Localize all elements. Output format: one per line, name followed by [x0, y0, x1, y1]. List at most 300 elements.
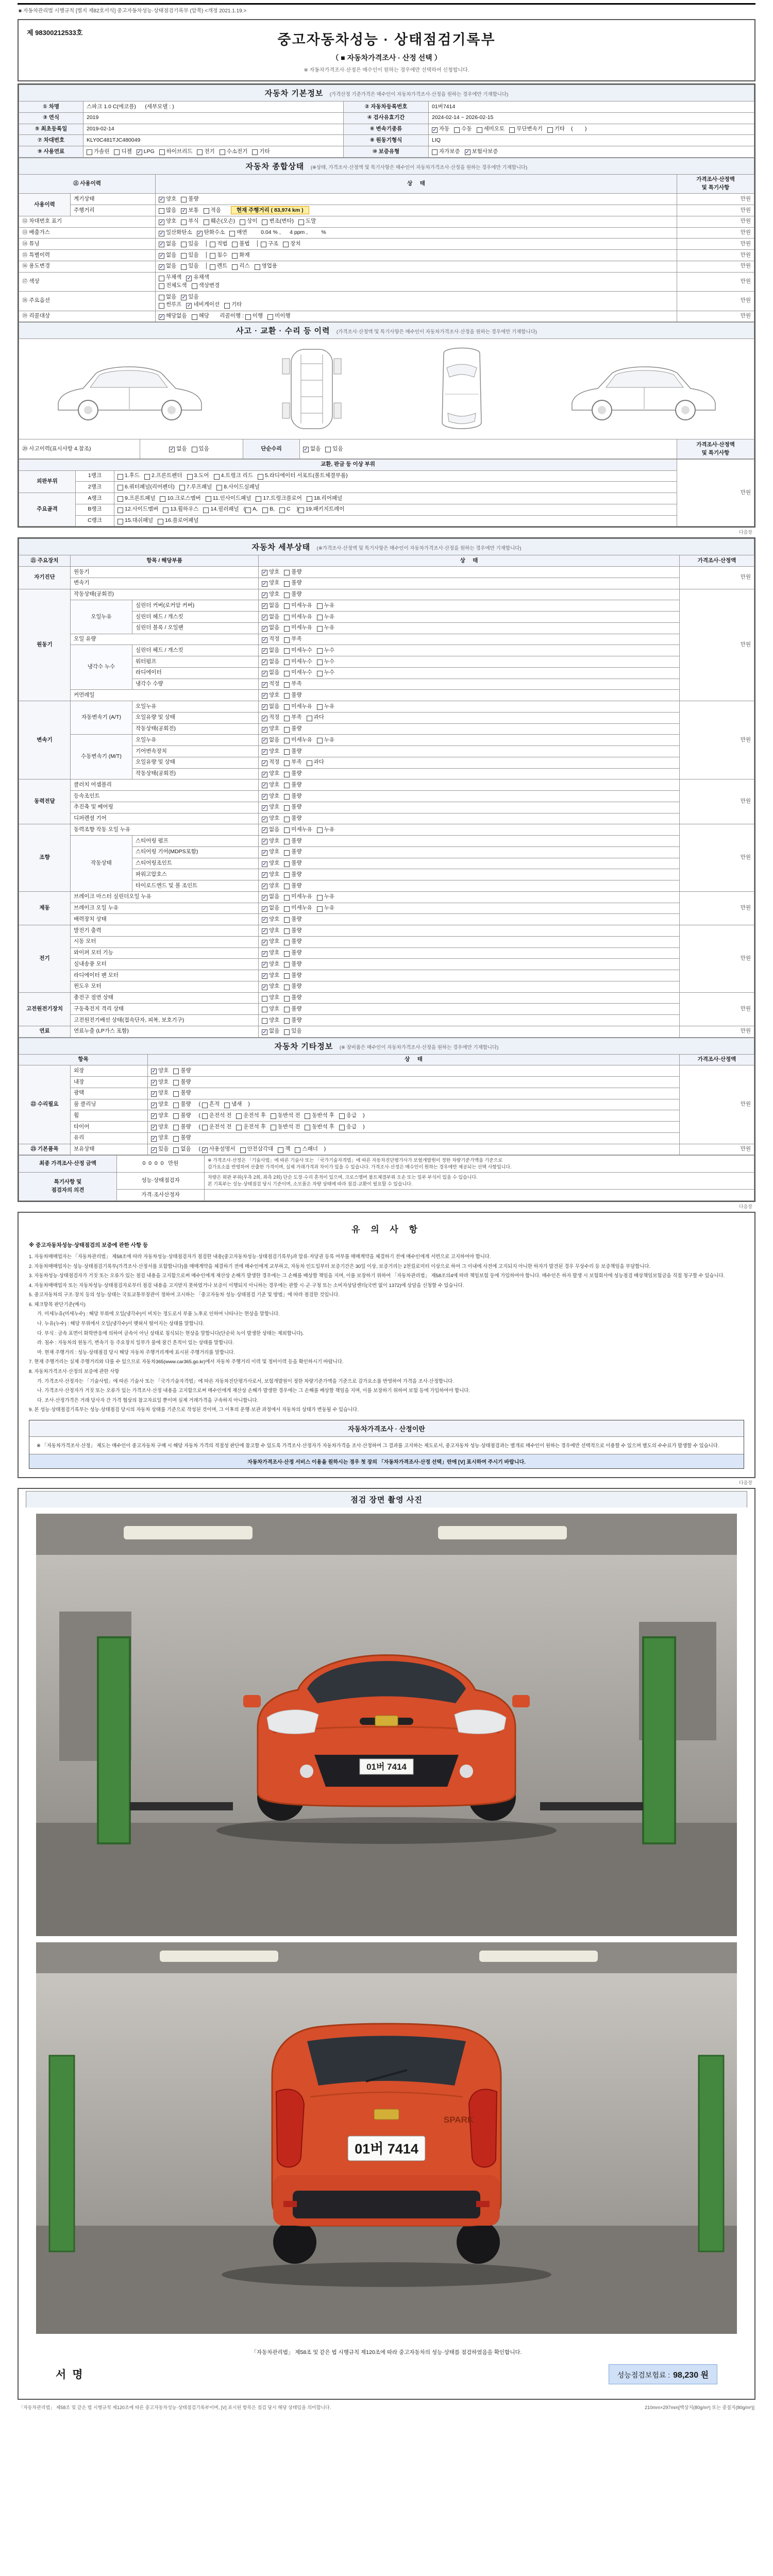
checkbox-unchecked[interactable]: [284, 748, 301, 754]
checkbox-unchecked[interactable]: [203, 506, 239, 512]
checkbox-unchecked[interactable]: [284, 815, 301, 821]
checkbox-unchecked[interactable]: [317, 624, 334, 631]
checkbox-unchecked[interactable]: [159, 148, 193, 155]
checkbox-unchecked[interactable]: [317, 602, 334, 608]
checkbox-label: 불량: [291, 1016, 302, 1023]
checkbox-box: [284, 895, 290, 901]
text: 라디에이터: [136, 669, 162, 676]
text: 본 기록부는 성능·상태점검 당시 기준이며, 소모품은 차량 상태에 따라 점검·교환이 필요할 수 있습니다.: [208, 1181, 413, 1187]
value-cell: [19, 250, 156, 261]
checkbox-unchecked[interactable]: [117, 506, 158, 512]
checkbox-box: [173, 1091, 179, 1097]
checkbox-unchecked[interactable]: [305, 1112, 334, 1118]
cell-line: [74, 613, 129, 621]
checkbox-unchecked[interactable]: [229, 229, 247, 235]
checkbox-unchecked[interactable]: [284, 793, 301, 799]
checkbox-unchecked[interactable]: [160, 495, 200, 501]
checkbox-unchecked[interactable]: [220, 148, 248, 155]
checkbox-unchecked[interactable]: [173, 1112, 191, 1118]
checkbox-checked[interactable]: [159, 241, 176, 247]
checkbox-checked[interactable]: [262, 826, 279, 833]
checkbox-checked[interactable]: [197, 229, 225, 235]
checkbox-checked[interactable]: [262, 950, 279, 956]
checkbox-unchecked[interactable]: [284, 614, 312, 620]
checkbox-unchecked[interactable]: [202, 1112, 232, 1118]
checkbox-checked[interactable]: [262, 815, 279, 821]
checkbox-unchecked[interactable]: [245, 506, 258, 512]
checkbox-unchecked[interactable]: [245, 313, 263, 319]
plate-number: 01버 7414: [355, 2141, 418, 2157]
checkbox-label: 기타: [554, 126, 565, 132]
checkbox-checked[interactable]: [181, 294, 198, 300]
table-row: [19, 292, 754, 311]
checkbox-checked[interactable]: [262, 703, 279, 709]
checkbox-label: 불량: [291, 882, 302, 889]
cell-line: [79, 505, 111, 514]
checkbox-unchecked[interactable]: [284, 826, 312, 833]
checkbox-unchecked[interactable]: [284, 893, 312, 900]
checkbox-unchecked[interactable]: [240, 1146, 274, 1152]
table-row: [19, 1088, 754, 1099]
checkbox-checked[interactable]: [262, 614, 279, 620]
checkbox-checked[interactable]: [262, 793, 279, 799]
checkbox-unchecked[interactable]: [317, 669, 334, 675]
checkbox-checked[interactable]: [151, 1146, 169, 1152]
checkbox-checked[interactable]: [262, 849, 279, 855]
text: 가격·조사산정자: [141, 1191, 180, 1198]
checkbox-unchecked[interactable]: [278, 1146, 290, 1152]
checkbox-box: ✓: [170, 447, 174, 453]
value-cell: [19, 227, 156, 239]
checkbox-unchecked[interactable]: [255, 263, 277, 269]
section-page-2: [18, 537, 755, 1202]
checkbox-unchecked[interactable]: [181, 252, 198, 258]
text: 01버7414: [432, 103, 456, 110]
checkbox-checked[interactable]: [262, 647, 279, 653]
checkbox-unchecked[interactable]: [117, 472, 140, 479]
checkbox-unchecked[interactable]: [283, 241, 300, 247]
checkbox-checked[interactable]: [262, 938, 279, 944]
table-row: [19, 1015, 754, 1026]
checkbox-checked[interactable]: [262, 860, 279, 866]
checkbox-unchecked[interactable]: [284, 1017, 301, 1023]
ceiling-light: [479, 1951, 598, 1962]
checkbox-unchecked[interactable]: [317, 893, 334, 900]
text: 변속기: [74, 580, 90, 586]
checkbox-label: 누수: [324, 669, 335, 676]
checkbox-checked[interactable]: [159, 196, 176, 202]
checkbox-checked[interactable]: [151, 1112, 169, 1118]
checkbox-unchecked[interactable]: [295, 1146, 317, 1152]
checkbox-unchecked[interactable]: [284, 916, 301, 922]
checkbox-box: [159, 149, 165, 155]
checkbox-unchecked[interactable]: [262, 1006, 279, 1012]
checkbox-unchecked[interactable]: [454, 126, 472, 132]
checkbox-unchecked[interactable]: [232, 241, 249, 247]
checkbox-checked[interactable]: [169, 446, 187, 452]
text: 실린더 블록 / 오일팬: [136, 624, 183, 631]
checkbox-box: ✓: [262, 648, 267, 654]
checkbox-checked[interactable]: [151, 1134, 169, 1141]
checkbox-unchecked[interactable]: [325, 446, 343, 452]
checkbox-unchecked[interactable]: [279, 506, 291, 512]
checkbox-checked[interactable]: [262, 591, 279, 597]
checkbox-unchecked[interactable]: [87, 148, 109, 155]
checkbox-checked[interactable]: [262, 782, 279, 788]
checkbox-unchecked[interactable]: [159, 301, 181, 308]
cell-line: [74, 803, 255, 811]
checkbox-unchecked[interactable]: [117, 495, 155, 501]
checkbox-unchecked[interactable]: [317, 826, 334, 833]
cell-line: [262, 1016, 676, 1025]
checkbox-checked[interactable]: [262, 636, 279, 642]
checkbox-unchecked[interactable]: [202, 1124, 232, 1130]
checkbox-checked[interactable]: [262, 972, 279, 978]
text: 외판부위: [37, 478, 58, 484]
checkbox-unchecked[interactable]: [181, 196, 198, 202]
checkbox-unchecked[interactable]: [547, 126, 565, 132]
checkbox-checked[interactable]: [159, 252, 176, 258]
checkbox-unchecked[interactable]: [284, 972, 301, 978]
checkbox-unchecked[interactable]: [284, 636, 301, 642]
value-cell: [71, 1110, 148, 1122]
checkbox-unchecked[interactable]: [339, 1112, 357, 1118]
checkbox-unchecked[interactable]: [197, 148, 214, 155]
checkbox-checked[interactable]: [159, 218, 176, 224]
table-row: [19, 891, 754, 903]
checkbox-unchecked[interactable]: [173, 1146, 191, 1152]
checkbox-checked[interactable]: [151, 1079, 169, 1085]
checkbox-unchecked[interactable]: [262, 506, 275, 512]
checkbox-unchecked[interactable]: [284, 871, 301, 877]
checkbox-unchecked[interactable]: [271, 1112, 300, 1118]
checkbox-checked[interactable]: [262, 961, 279, 967]
checkbox-unchecked[interactable]: [509, 126, 543, 132]
notice-paragraph: 6. 체크항목 판단기준(예시): [29, 1301, 86, 1307]
checkbox-box: [236, 1125, 242, 1130]
checkbox-checked[interactable]: [181, 207, 198, 213]
checkbox-unchecked[interactable]: [298, 218, 316, 224]
checkbox-unchecked[interactable]: [192, 282, 220, 289]
cell-line: [159, 240, 674, 248]
checkbox-checked[interactable]: [159, 263, 176, 269]
checkbox-checked[interactable]: [262, 916, 279, 922]
checkbox-checked[interactable]: [151, 1124, 169, 1130]
checkbox-checked[interactable]: [262, 737, 279, 743]
checkbox-box: ✓: [465, 149, 470, 155]
checkbox-unchecked[interactable]: [256, 495, 301, 501]
checkbox-unchecked[interactable]: [284, 569, 301, 575]
checkbox-checked[interactable]: [262, 692, 279, 698]
value-cell: [429, 124, 754, 135]
cell-line: [159, 274, 674, 282]
wheel-hub: [84, 406, 92, 414]
checkbox-unchecked[interactable]: [284, 602, 312, 608]
checkbox-unchecked[interactable]: [181, 241, 198, 247]
checkbox-unchecked[interactable]: [284, 692, 301, 698]
checkbox-checked[interactable]: [159, 229, 192, 235]
checkbox-unchecked[interactable]: [284, 950, 301, 956]
checkbox-unchecked[interactable]: [202, 1101, 220, 1107]
checkbox-unchecked[interactable]: [305, 1124, 334, 1130]
checkbox-unchecked[interactable]: [262, 218, 294, 224]
checkbox-unchecked[interactable]: [307, 714, 324, 720]
checkbox-checked[interactable]: [262, 624, 279, 631]
checkbox-unchecked[interactable]: [117, 517, 153, 523]
checkbox-label: 양호: [158, 1090, 169, 1096]
group-cell: [19, 194, 71, 216]
checkbox-unchecked[interactable]: [261, 241, 278, 247]
checkbox-checked[interactable]: [465, 148, 498, 155]
checkbox-unchecked[interactable]: [179, 484, 212, 490]
checkbox-unchecked[interactable]: [144, 472, 182, 479]
checkbox-unchecked[interactable]: [267, 313, 290, 319]
checkbox-checked[interactable]: [151, 1090, 169, 1096]
checkbox-unchecked[interactable]: [477, 126, 505, 132]
checkbox-checked[interactable]: [262, 658, 279, 665]
cell-line: [683, 955, 751, 963]
checkbox-unchecked[interactable]: [232, 252, 249, 258]
checkbox-checked[interactable]: [432, 126, 449, 132]
checkbox-unchecked[interactable]: [284, 624, 312, 631]
checkbox-checked[interactable]: [137, 148, 155, 155]
checkbox-label: 양호: [158, 1112, 169, 1118]
checkbox-checked[interactable]: [262, 569, 279, 575]
cell-line: [117, 472, 674, 480]
text: 단순수리: [261, 445, 282, 452]
checkbox-checked[interactable]: [303, 446, 321, 452]
checkbox-unchecked[interactable]: [159, 274, 181, 280]
checkbox-unchecked[interactable]: [210, 241, 227, 247]
checkbox-unchecked[interactable]: [159, 207, 176, 213]
checkbox-checked[interactable]: [262, 838, 279, 844]
checkbox-checked[interactable]: [262, 602, 279, 608]
checkbox-unchecked[interactable]: [284, 759, 301, 765]
checkbox-label: 양호: [158, 1078, 169, 1085]
cell-line: [22, 312, 152, 320]
cell-line: [683, 736, 751, 744]
text: 고전원전기배선 상태(접속단자, 피복, 보호기구): [74, 1016, 184, 1023]
checkbox-unchecked[interactable]: [284, 983, 301, 989]
checkbox-checked[interactable]: [262, 669, 279, 675]
side-mirror: [243, 1695, 261, 1707]
checkbox-unchecked[interactable]: [163, 506, 198, 512]
checkbox-unchecked[interactable]: [284, 961, 301, 967]
checkbox-label: 불량: [291, 994, 302, 1001]
checkbox-unchecked[interactable]: [158, 517, 198, 523]
checkbox-unchecked[interactable]: [284, 681, 301, 687]
checkbox-unchecked[interactable]: [284, 703, 312, 709]
checkbox-box: [325, 447, 331, 452]
checkbox-unchecked[interactable]: [284, 1028, 301, 1034]
checkbox-unchecked[interactable]: [252, 148, 270, 155]
checkbox-checked[interactable]: [262, 725, 279, 732]
checkbox-unchecked[interactable]: [173, 1134, 191, 1141]
checkbox-unchecked[interactable]: [284, 669, 312, 675]
checkbox-unchecked[interactable]: [262, 994, 279, 1001]
checkbox-unchecked[interactable]: [232, 263, 249, 269]
checkbox-label: 운전석 전: [209, 1112, 232, 1118]
tail-lamp-right: [469, 2089, 497, 2167]
checkbox-checked[interactable]: [262, 983, 279, 989]
checkbox-unchecked[interactable]: [187, 472, 209, 479]
text: 오일 유량: [74, 636, 96, 642]
checkbox-unchecked[interactable]: [307, 495, 342, 501]
cell-line: [262, 904, 676, 912]
signature-label[interactable]: 서명: [56, 2369, 89, 2381]
checkbox-checked[interactable]: [262, 927, 279, 934]
cell-line: [136, 748, 255, 756]
checkbox-label: 누수: [324, 658, 335, 665]
checkbox-unchecked[interactable]: [159, 282, 187, 289]
checkbox-unchecked[interactable]: [192, 313, 209, 319]
text: 충전구 절연 상태: [74, 994, 113, 1001]
checkbox-box: [284, 716, 290, 721]
checkbox-label: 불량: [291, 983, 302, 990]
checkbox-unchecked[interactable]: [192, 446, 209, 452]
text: 가격조사·산정액: [697, 557, 736, 564]
header-cell: [344, 101, 429, 113]
checkbox-unchecked[interactable]: [317, 905, 334, 911]
checkbox-unchecked[interactable]: [284, 1006, 301, 1012]
lift-arm: [540, 1802, 643, 1810]
checkbox-unchecked[interactable]: [173, 1079, 191, 1085]
checkbox-unchecked[interactable]: [284, 647, 312, 653]
checkbox-unchecked[interactable]: [284, 714, 301, 720]
checkbox-unchecked[interactable]: [258, 472, 348, 479]
checkbox-checked[interactable]: [202, 1146, 236, 1152]
checkbox-checked[interactable]: [262, 770, 279, 776]
checkbox-label: 구조: [268, 240, 279, 247]
checkbox-unchecked[interactable]: [204, 207, 221, 213]
checkbox-unchecked[interactable]: [173, 1124, 191, 1130]
checkbox-checked[interactable]: [186, 301, 220, 308]
checkbox-label: 없음: [166, 293, 177, 300]
checkbox-unchecked[interactable]: [173, 1090, 191, 1096]
checkbox-unchecked[interactable]: [236, 1124, 266, 1130]
checkbox-unchecked[interactable]: [284, 770, 301, 776]
checkbox-unchecked[interactable]: [181, 218, 198, 224]
checkbox-checked[interactable]: [262, 580, 279, 586]
checkbox-checked[interactable]: [262, 759, 279, 765]
section-page-1: [18, 83, 755, 528]
checkbox-checked[interactable]: [159, 313, 187, 319]
checkbox-unchecked[interactable]: [224, 301, 242, 308]
checkbox-unchecked[interactable]: [284, 737, 312, 743]
checkbox-unchecked[interactable]: [271, 1124, 300, 1130]
notice-paragraph: 다. 부식 : 금속 표면이 화학반응에 의하여 금속이 아닌 상태로 침식되는 현상을 말합니다(단순히 녹이 발생한 상태는 제외합니다).: [37, 1330, 304, 1336]
checkbox-unchecked[interactable]: [210, 252, 227, 258]
value-cell: [156, 194, 677, 205]
checkbox-checked[interactable]: [262, 681, 279, 687]
checkbox-unchecked[interactable]: [284, 591, 301, 597]
checkbox-unchecked[interactable]: [181, 263, 198, 269]
model-badge: SPARK: [443, 2114, 474, 2125]
checkbox-checked[interactable]: [186, 274, 209, 280]
checkbox-checked[interactable]: [262, 714, 279, 720]
cell-line: [680, 312, 751, 320]
checkbox-unchecked[interactable]: [284, 782, 301, 788]
checkbox-unchecked[interactable]: [298, 506, 344, 512]
checkbox-box: [317, 659, 323, 665]
checkbox-unchecked[interactable]: [284, 860, 301, 866]
checkbox-unchecked[interactable]: [432, 148, 460, 155]
checkbox-unchecked[interactable]: [173, 1101, 191, 1107]
checkbox-label: 불량: [188, 195, 199, 202]
checkbox-unchecked[interactable]: [204, 218, 236, 224]
checkbox-unchecked[interactable]: [173, 1067, 191, 1074]
checkbox-unchecked[interactable]: [284, 725, 301, 732]
checkbox-unchecked[interactable]: [284, 804, 301, 810]
checkbox-unchecked[interactable]: [240, 218, 257, 224]
checkbox-unchecked[interactable]: [317, 737, 334, 743]
checkbox-unchecked[interactable]: [317, 658, 334, 665]
cell-line: [74, 1134, 144, 1142]
checkbox-unchecked[interactable]: [236, 1112, 266, 1118]
checkbox-unchecked[interactable]: [117, 484, 175, 490]
checkbox-checked[interactable]: [262, 893, 279, 900]
section-title-text: 사고 · 교환 · 수리 등 이력: [236, 327, 330, 336]
checkbox-unchecked[interactable]: [210, 263, 227, 269]
checkbox-unchecked[interactable]: [317, 703, 334, 709]
document-number: 제 98300212533호: [27, 29, 83, 37]
value-cell: [71, 1088, 148, 1099]
section-title-comprehensive: [19, 158, 754, 174]
checkbox-box: [117, 474, 123, 480]
checkbox-unchecked[interactable]: [284, 849, 301, 855]
cell-line: [151, 1112, 676, 1120]
table-row: [19, 903, 754, 914]
checkbox-unchecked[interactable]: [284, 838, 301, 844]
text: 0.04 % , 4 ppm , %: [251, 229, 326, 235]
checkbox-unchecked[interactable]: [159, 294, 176, 300]
checkbox-label: 적음: [210, 207, 221, 213]
checkbox-checked[interactable]: [262, 748, 279, 754]
checkbox-unchecked[interactable]: [206, 495, 251, 501]
checkbox-checked[interactable]: [262, 1028, 279, 1034]
table-row: [19, 311, 754, 322]
checkbox-checked[interactable]: [262, 871, 279, 877]
checkbox-unchecked[interactable]: [114, 148, 131, 155]
checkbox-checked[interactable]: [151, 1067, 169, 1074]
checkbox-unchecked[interactable]: [262, 1017, 279, 1023]
checkbox-unchecked[interactable]: [307, 759, 324, 765]
checkbox-unchecked[interactable]: [284, 927, 301, 934]
checkbox-unchecked[interactable]: [224, 1101, 242, 1107]
cell-line: [74, 994, 255, 1002]
checkbox-unchecked[interactable]: [284, 994, 301, 1001]
text: 실린더 헤드 / 개스킷: [136, 647, 183, 653]
checkbox-unchecked[interactable]: [284, 580, 301, 586]
cell-line: [22, 262, 152, 270]
tail-lamp-left: [276, 2089, 304, 2167]
checkbox-label: 없음: [269, 905, 280, 911]
value-cell: [71, 981, 259, 992]
checkbox-unchecked[interactable]: [284, 938, 301, 944]
checkbox-unchecked[interactable]: [317, 647, 334, 653]
checkbox-unchecked[interactable]: [284, 883, 301, 889]
checkbox-checked[interactable]: [151, 1101, 169, 1107]
checkbox-unchecked[interactable]: [214, 472, 253, 479]
checkbox-unchecked[interactable]: [317, 614, 334, 620]
checkbox-checked[interactable]: [262, 883, 279, 889]
checkbox-checked[interactable]: [262, 905, 279, 911]
checkbox-unchecked[interactable]: [216, 484, 260, 490]
checkbox-unchecked[interactable]: [339, 1124, 357, 1130]
checkbox-unchecked[interactable]: [284, 905, 312, 911]
checkbox-unchecked[interactable]: [284, 658, 312, 665]
checkbox-checked[interactable]: [262, 804, 279, 810]
